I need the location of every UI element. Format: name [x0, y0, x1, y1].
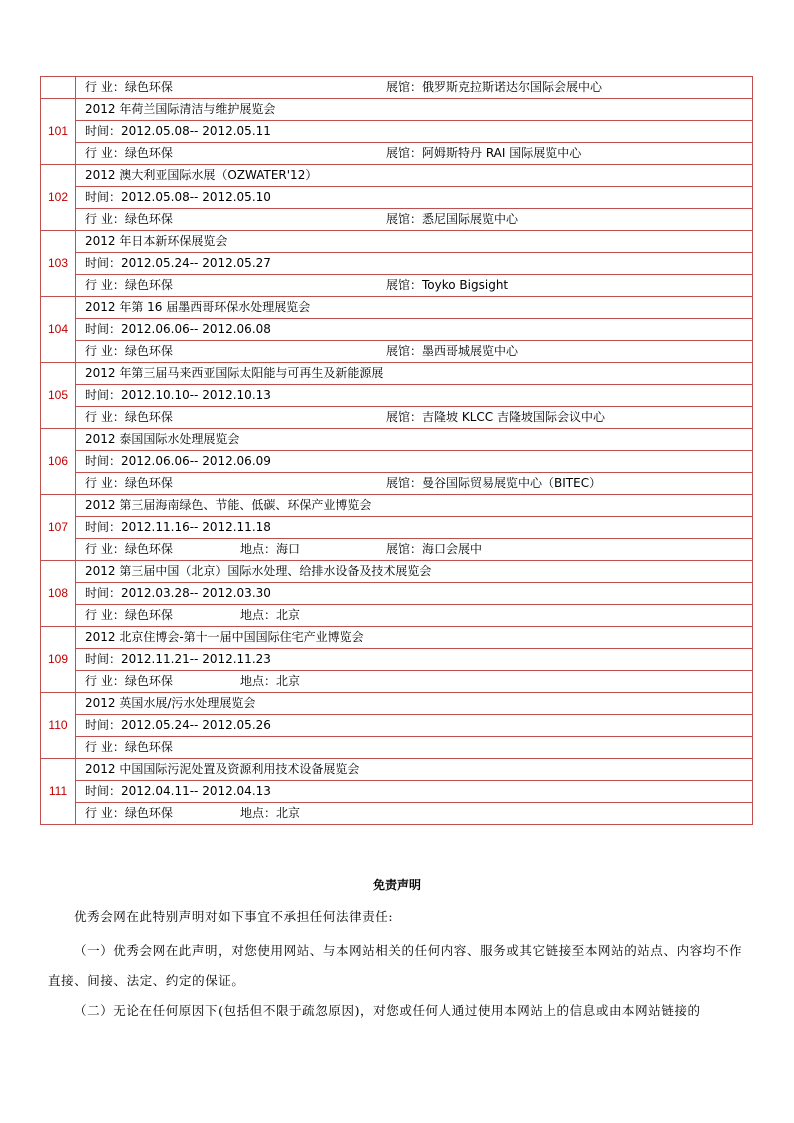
table-row [41, 495, 753, 517]
table-row [41, 781, 753, 803]
location-text: 地点：北京 [240, 806, 301, 820]
table-row [41, 319, 753, 341]
exhibition-title: 2012 英国水展/污水处理展览会 [76, 693, 753, 715]
industry-text: 行 业：绿色环保 [85, 80, 173, 94]
table-row [41, 627, 753, 649]
table-row [41, 121, 753, 143]
hall-text: 展馆：吉隆坡 KLCC 吉隆坡国际会议中心 [386, 410, 605, 424]
table-row [41, 539, 753, 561]
exhibition-time: 时间：2012.10.10-- 2012.10.13 [76, 385, 753, 407]
table-row [41, 605, 753, 627]
hall-text: 展馆：阿姆斯特丹 RAI 国际展览中心 [386, 146, 582, 160]
exhibition-time: 时间：2012.06.06-- 2012.06.08 [76, 319, 753, 341]
industry-text: 行 业：绿色环保 [85, 146, 173, 160]
table-row [41, 407, 753, 429]
table-row [41, 517, 753, 539]
row-number: 102 [41, 165, 76, 231]
industry-text: 行 业：绿色环保 [85, 278, 173, 292]
table-row [41, 715, 753, 737]
table-row [41, 759, 753, 781]
industry-hall-cell [76, 605, 753, 627]
table-row [41, 693, 753, 715]
location-text: 地点：海口 [240, 542, 301, 556]
industry-hall-cell [76, 473, 753, 495]
industry-text: 行 业：绿色环保 [85, 542, 173, 556]
location-text: 地点：北京 [240, 608, 301, 622]
industry-text: 行 业：绿色环保 [85, 212, 173, 226]
disclaimer-paragraph: （一）优秀会网在此声明，对您使用网站、与本网站相关的任何内容、服务或其它链接至本网站的站点、内容均不作直接、间接、法定、约定的保证。 [48, 943, 743, 988]
industry-text: 行 业：绿色环保 [85, 410, 173, 424]
row-number: 104 [41, 297, 76, 363]
exhibition-time: 时间：2012.04.11-- 2012.04.13 [76, 781, 753, 803]
exhibition-time: 时间：2012.11.16-- 2012.11.18 [76, 517, 753, 539]
exhibition-title: 2012 年日本新环保展览会 [76, 231, 753, 253]
table-row [41, 671, 753, 693]
table-row [41, 209, 753, 231]
industry-text: 行 业：绿色环保 [85, 806, 173, 820]
exhibition-time: 时间：2012.11.21-- 2012.11.23 [76, 649, 753, 671]
exhibition-table [40, 76, 753, 825]
industry-hall-cell [76, 275, 753, 297]
industry-hall-cell [76, 803, 753, 825]
row-number: 106 [41, 429, 76, 495]
row-number: 109 [41, 627, 76, 693]
exhibition-title: 2012 北京住博会-第十一届中国国际住宅产业博览会 [76, 627, 753, 649]
industry-text: 行 业：绿色环保 [85, 740, 173, 754]
table-row [41, 363, 753, 385]
row-number: 108 [41, 561, 76, 627]
exhibition-title: 2012 第三届中国（北京）国际水处理、给排水设备及技术展览会 [76, 561, 753, 583]
industry-hall-cell [76, 407, 753, 429]
table-row [41, 649, 753, 671]
row-number: 107 [41, 495, 76, 561]
table-row [41, 143, 753, 165]
hall-text: 展馆：海口会展中 [386, 542, 483, 556]
exhibition-time: 时间：2012.05.08-- 2012.05.11 [76, 121, 753, 143]
hall-text: 展馆：曼谷国际贸易展览中心（BITEC） [386, 476, 602, 490]
row-number-cell [41, 77, 76, 99]
disclaimer-paragraph: 优秀会网在此特别声明对如下事宜不承担任何法律责任: [74, 909, 394, 924]
table-row [41, 165, 753, 187]
exhibition-title: 2012 中国国际污泥处置及资源利用技术设备展览会 [76, 759, 753, 781]
industry-hall-cell [76, 209, 753, 231]
table-row [41, 297, 753, 319]
row-number: 101 [41, 99, 76, 165]
table-row [41, 803, 753, 825]
location-text: 地点：北京 [240, 674, 301, 688]
industry-text: 行 业：绿色环保 [85, 674, 173, 688]
table-row [41, 187, 753, 209]
exhibition-title: 2012 年荷兰国际清洁与维护展览会 [76, 99, 753, 121]
table-row [41, 561, 753, 583]
row-number: 110 [41, 693, 76, 759]
table-row [41, 253, 753, 275]
industry-hall-cell [76, 737, 753, 759]
industry-text: 行 业：绿色环保 [85, 608, 173, 622]
hall-text: 展馆：俄罗斯克拉斯诺达尔国际会展中心 [386, 80, 603, 94]
hall-text: 展馆：墨西哥城展览中心 [386, 344, 519, 358]
table-row [41, 737, 753, 759]
table-row [41, 275, 753, 297]
exhibition-time: 时间：2012.05.24-- 2012.05.27 [76, 253, 753, 275]
disclaimer-title: 免责声明 [372, 878, 421, 892]
industry-hall-cell [76, 341, 753, 363]
row-number: 111 [41, 759, 76, 825]
table-row [41, 451, 753, 473]
exhibition-title: 2012 第三届海南绿色、节能、低碳、环保产业博览会 [76, 495, 753, 517]
disclaimer-paragraph: （二）无论在任何原因下(包括但不限于疏忽原因)，对您或任何人通过使用本网站上的信息或由本网站链接的 [74, 1003, 701, 1018]
exhibition-title: 2012 年第 16 届墨西哥环保水处理展览会 [76, 297, 753, 319]
industry-hall-cell [76, 671, 753, 693]
exhibition-time: 时间：2012.06.06-- 2012.06.09 [76, 451, 753, 473]
row-number: 105 [41, 363, 76, 429]
table-row [41, 77, 753, 99]
exhibition-title: 2012 年第三届马来西亚国际太阳能与可再生及新能源展 [76, 363, 753, 385]
hall-text: 展馆：悉尼国际展览中心 [386, 212, 519, 226]
exhibition-time: 时间：2012.05.08-- 2012.05.10 [76, 187, 753, 209]
table-row [41, 231, 753, 253]
exhibition-title: 2012 澳大利亚国际水展（OZWATER'12） [76, 165, 753, 187]
industry-text: 行 业：绿色环保 [85, 476, 173, 490]
exhibition-title: 2012 泰国国际水处理展览会 [76, 429, 753, 451]
exhibition-time: 时间：2012.05.24-- 2012.05.26 [76, 715, 753, 737]
table-row [41, 341, 753, 363]
industry-text: 行 业：绿色环保 [85, 344, 173, 358]
table-row [41, 99, 753, 121]
hall-text: 展馆：Toyko Bigsight [386, 278, 509, 292]
row-number: 103 [41, 231, 76, 297]
table-row [41, 429, 753, 451]
table-row [41, 583, 753, 605]
industry-hall-cell [76, 143, 753, 165]
table-row [41, 385, 753, 407]
exhibition-time: 时间：2012.03.28-- 2012.03.30 [76, 583, 753, 605]
table-row [41, 473, 753, 495]
industry-hall-cell [76, 77, 753, 99]
industry-hall-cell [76, 539, 753, 561]
